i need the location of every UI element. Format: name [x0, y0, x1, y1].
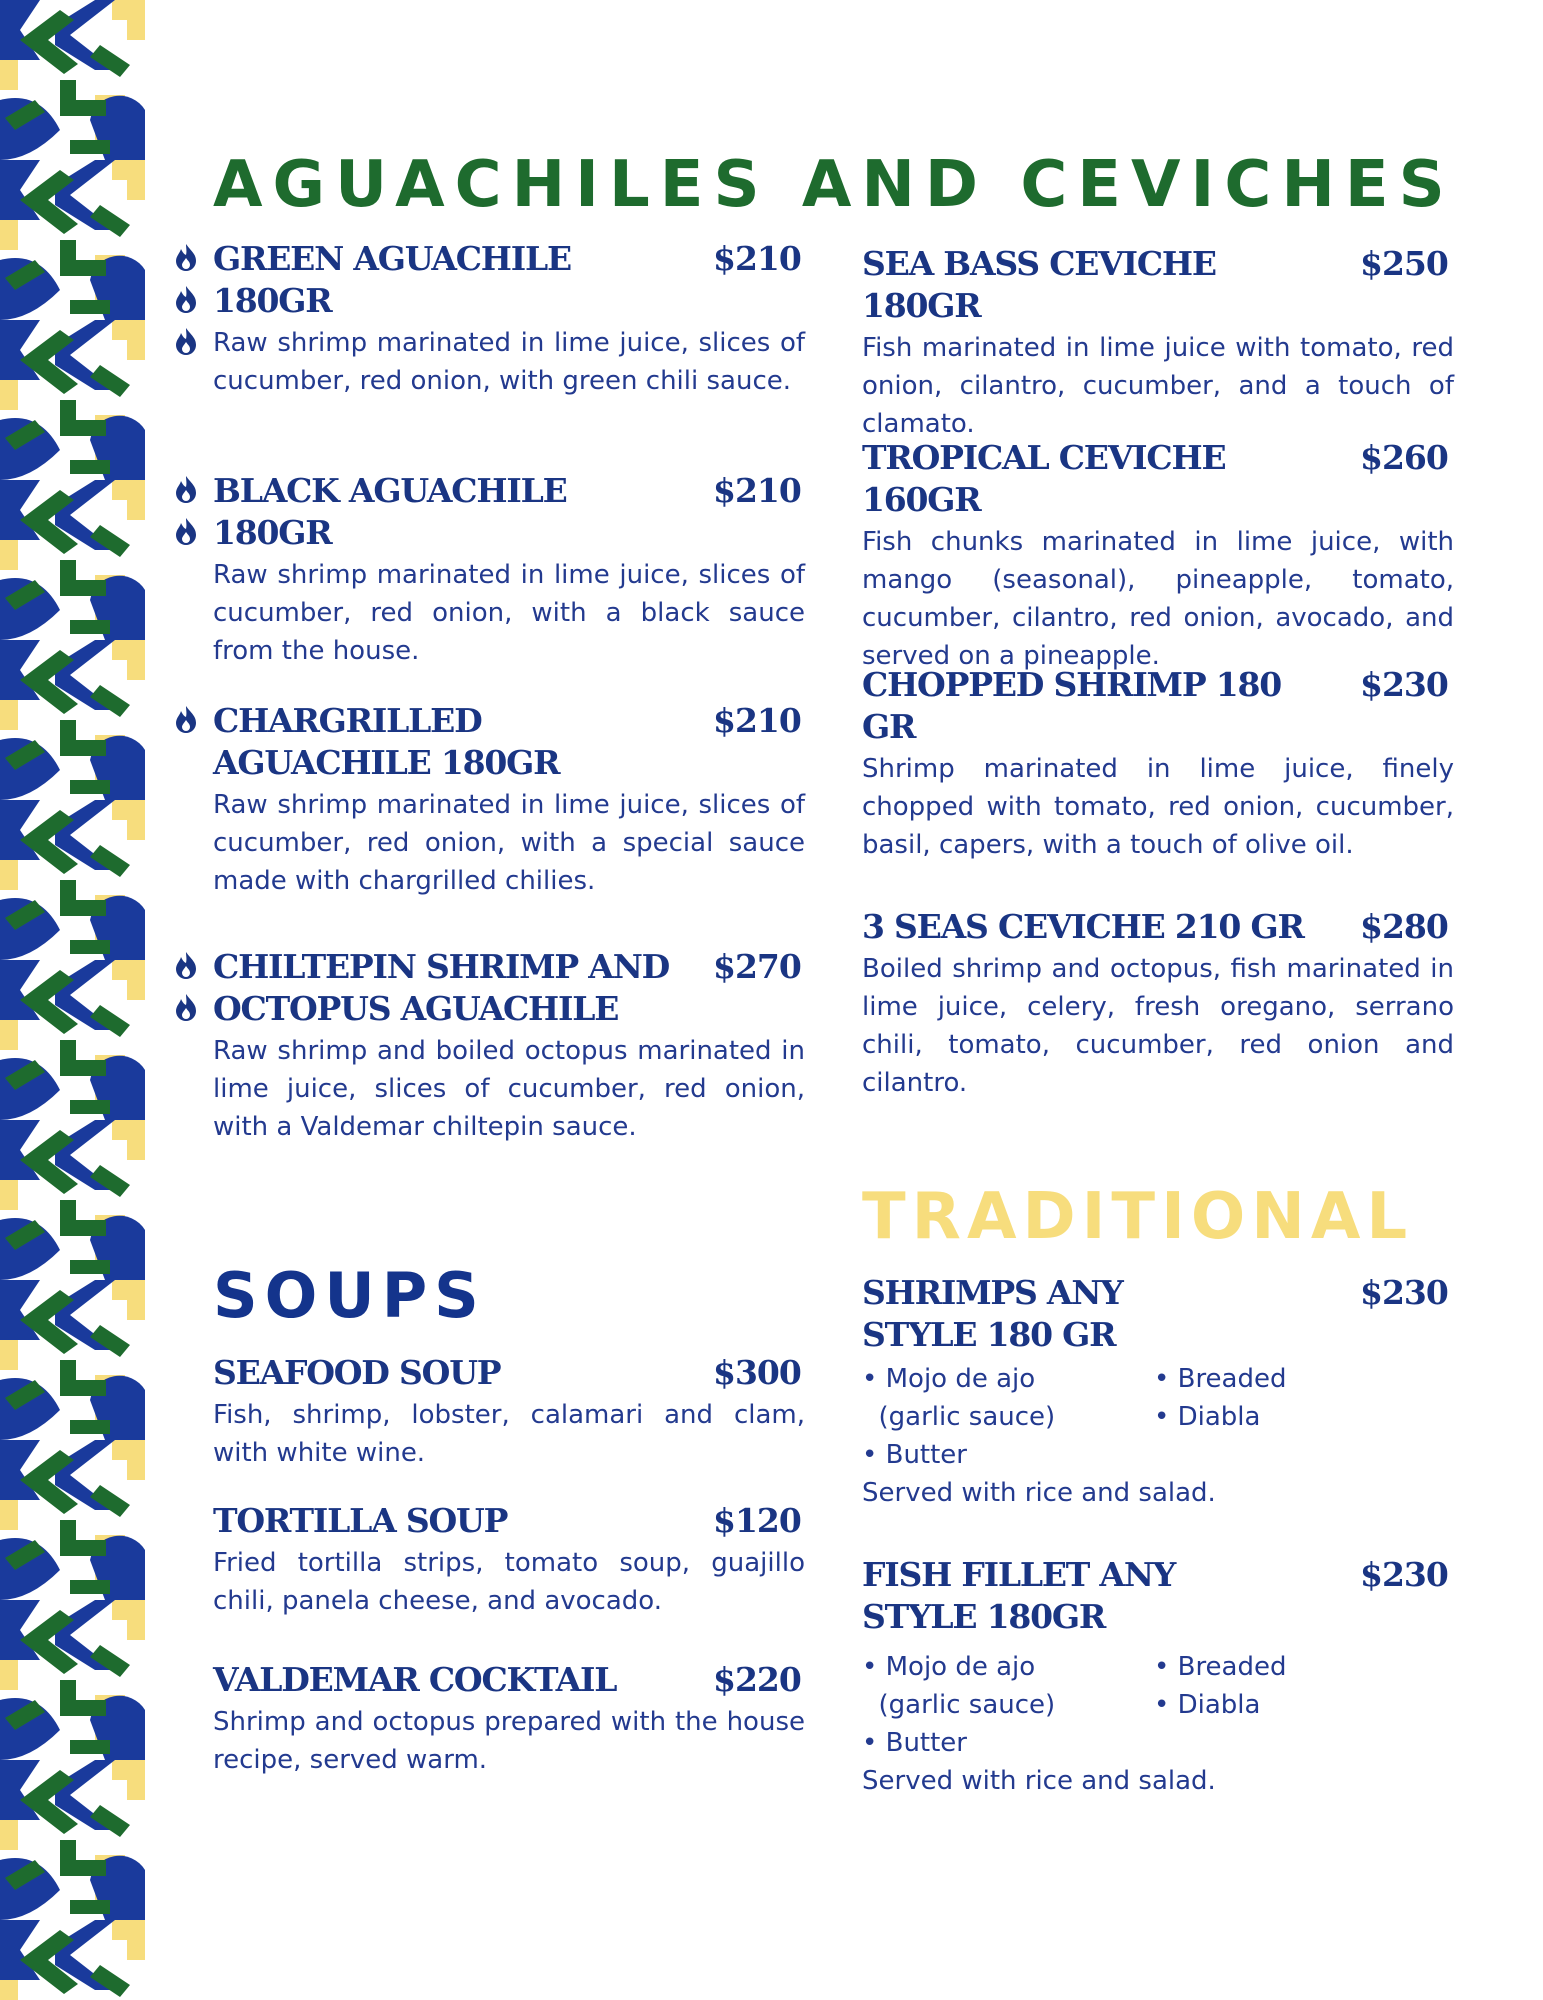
option-item: • Butter — [862, 1728, 967, 1758]
style-options — [862, 1648, 1454, 1762]
item-price: $120 — [713, 1501, 801, 1540]
item-price: $300 — [713, 1353, 801, 1392]
style-options — [862, 1360, 1454, 1474]
flame-icon — [173, 242, 199, 272]
item-description: Shrimp marinated in lime juice, finely chopped with tomato, red onion, cucumber, basil, capers, with a touch of olive oil. — [862, 754, 1454, 860]
item-name: BLACK AGUACHILE 180GR — [213, 471, 567, 552]
menu-item-shrimps-any-style — [862, 1272, 1454, 1512]
item-price: $230 — [1360, 1273, 1448, 1312]
item-name: SEAFOOD SOUP — [213, 1353, 501, 1392]
item-name: CHARGRILLED AGUACHILE 180GR — [213, 701, 560, 782]
item-price: $210 — [713, 471, 801, 510]
section-title-aguachiles-ceviches: AGUACHILES AND CEVICHES — [213, 148, 1455, 222]
menu-item-tortilla-soup — [213, 1500, 805, 1620]
served-with-note: Served with rice and salad. — [862, 1478, 1216, 1508]
option-item: • Diabla — [1154, 1402, 1261, 1432]
item-name: CHOPPED SHRIMP 180 GR — [862, 665, 1282, 746]
option-item — [1154, 1436, 1354, 1474]
option-item: (garlic sauce) — [862, 1402, 1056, 1432]
item-description: Raw shrimp marinated in lime juice, slices of cucumber, red onion, with a black sauce from the house. — [213, 560, 805, 666]
section-title-traditional: TRADITIONAL — [862, 1180, 1414, 1254]
section-title-soups: SOUPS — [213, 1259, 486, 1332]
menu-item-chargrilled-aguachile — [213, 700, 805, 900]
flame-icon — [173, 516, 199, 546]
item-name: SEA BASS CEVICHE 180GR — [862, 244, 1216, 325]
menu-item-3-seas-ceviche — [862, 906, 1454, 1102]
menu-item-black-aguachile — [213, 470, 805, 670]
spicy-indicator — [173, 704, 205, 746]
decorative-tile-border — [0, 0, 145, 2000]
item-price: $210 — [713, 239, 801, 278]
spicy-indicator — [173, 950, 205, 1034]
spicy-indicator — [173, 242, 205, 368]
menu-item-valdemar-cocktail — [213, 1659, 805, 1779]
item-price: $270 — [713, 947, 801, 986]
option-item: • Breaded — [1154, 1652, 1287, 1682]
item-description: Fish chunks marinated in lime juice, with mango (seasonal), pineapple, tomato, cucumber, cilantro, red onion, avocado, and served on a pineapple. — [862, 527, 1454, 671]
item-price: $230 — [1360, 665, 1448, 704]
option-item: • Mojo de ajo — [862, 1364, 1036, 1394]
item-description: Fish marinated in lime juice with tomato, red onion, cilantro, cucumber, and a touch of clamato. — [862, 333, 1454, 439]
option-item — [1154, 1724, 1354, 1762]
item-description: Shrimp and octopus prepared with the house recipe, served warm. — [213, 1707, 805, 1775]
menu-item-fish-fillet-any-style — [862, 1554, 1454, 1800]
item-name: 3 SEAS CEVICHE 210 GR — [862, 907, 1304, 946]
spicy-indicator — [173, 474, 205, 558]
item-name: GREEN AGUACHILE 180GR — [213, 239, 571, 320]
flame-icon — [173, 704, 199, 734]
flame-icon — [173, 284, 199, 314]
menu-item-chopped-shrimp — [862, 664, 1454, 864]
flame-icon — [173, 474, 199, 504]
item-name: TORTILLA SOUP — [213, 1501, 508, 1540]
item-description: Raw shrimp marinated in lime juice, slices of cucumber, red onion, with green chili sauce. — [213, 328, 805, 396]
item-price: $280 — [1360, 907, 1448, 946]
item-price: $260 — [1360, 438, 1448, 477]
item-name: TROPICAL CEVICHE 160GR — [862, 438, 1226, 519]
option-item: • Diabla — [1154, 1690, 1261, 1720]
option-item: • Breaded — [1154, 1364, 1287, 1394]
menu-item-tropical-ceviche — [862, 437, 1454, 675]
item-price: $230 — [1360, 1555, 1448, 1594]
item-name: VALDEMAR COCKTAIL — [213, 1660, 617, 1699]
flame-icon — [173, 992, 199, 1022]
flame-icon — [173, 326, 199, 356]
option-item: • Butter — [862, 1440, 967, 1470]
option-item: • Mojo de ajo — [862, 1652, 1036, 1682]
item-description: Fish, shrimp, lobster, calamari and clam, with white wine. — [213, 1400, 805, 1468]
served-with-note: Served with rice and salad. — [862, 1766, 1216, 1796]
item-price: $250 — [1360, 244, 1448, 283]
item-price: $210 — [713, 701, 801, 740]
flame-icon — [173, 950, 199, 980]
item-price: $220 — [713, 1660, 801, 1699]
item-description: Raw shrimp and boiled octopus marinated in lime juice, slices of cucumber, red onion, with a Valdemar chiltepin sauce. — [213, 1036, 805, 1142]
menu-item-green-aguachile — [213, 238, 805, 400]
item-name: CHILTEPIN SHRIMP AND OCTOPUS AGUACHILE — [213, 947, 670, 1028]
item-description: Fried tortilla strips, tomato soup, guajillo chili, panela cheese, and avocado. — [213, 1548, 805, 1616]
item-name: FISH FILLET ANY STYLE 180GR — [862, 1555, 1176, 1636]
menu-item-chiltepin-aguachile — [213, 946, 805, 1146]
item-description: Raw shrimp marinated in lime juice, slices of cucumber, red onion, with a special sauce made with chargrilled chilies. — [213, 790, 805, 896]
menu-item-sea-bass-ceviche — [862, 243, 1454, 443]
menu-item-seafood-soup — [213, 1352, 805, 1472]
item-name: SHRIMPS ANY STYLE 180 GR — [862, 1273, 1123, 1354]
option-item: (garlic sauce) — [862, 1690, 1056, 1720]
item-description: Boiled shrimp and octopus, fish marinated in lime juice, celery, fresh oregano, serrano chili, tomato, cucumber, red onion and cilantro. — [862, 954, 1454, 1098]
